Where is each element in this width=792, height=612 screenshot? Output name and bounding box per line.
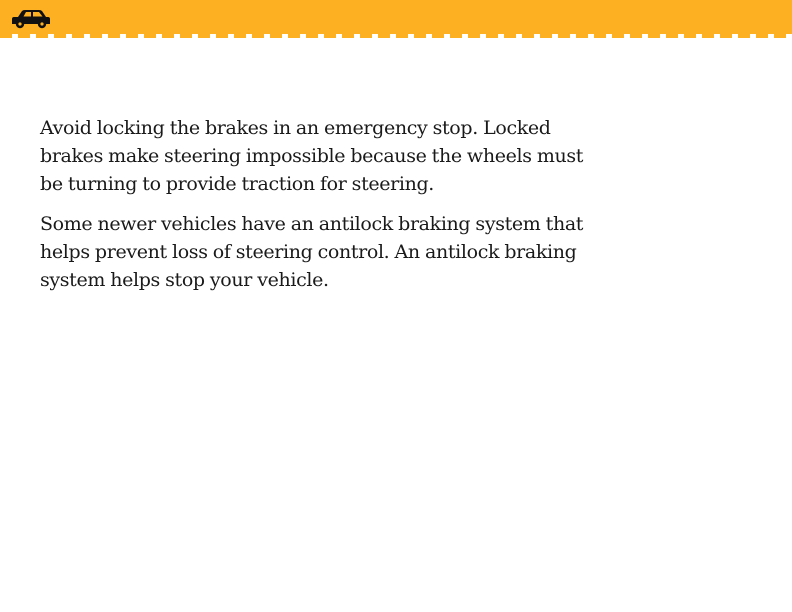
- paragraph-locked-brakes: Avoid locking the brakes in an emergency stop. Locked brakes make steering impossible because the wheels must be turning to provide traction for steering.: [40, 117, 584, 195]
- body-text: [40, 114, 610, 306]
- car-icon: [10, 9, 52, 29]
- paragraph-antilock-braking: Some newer vehicles have an antilock braking system that helps prevent loss of steering control. An antilock braking system helps stop your vehicle.: [40, 213, 584, 291]
- header-banner: [0, 0, 792, 40]
- banner-background: [0, 0, 792, 40]
